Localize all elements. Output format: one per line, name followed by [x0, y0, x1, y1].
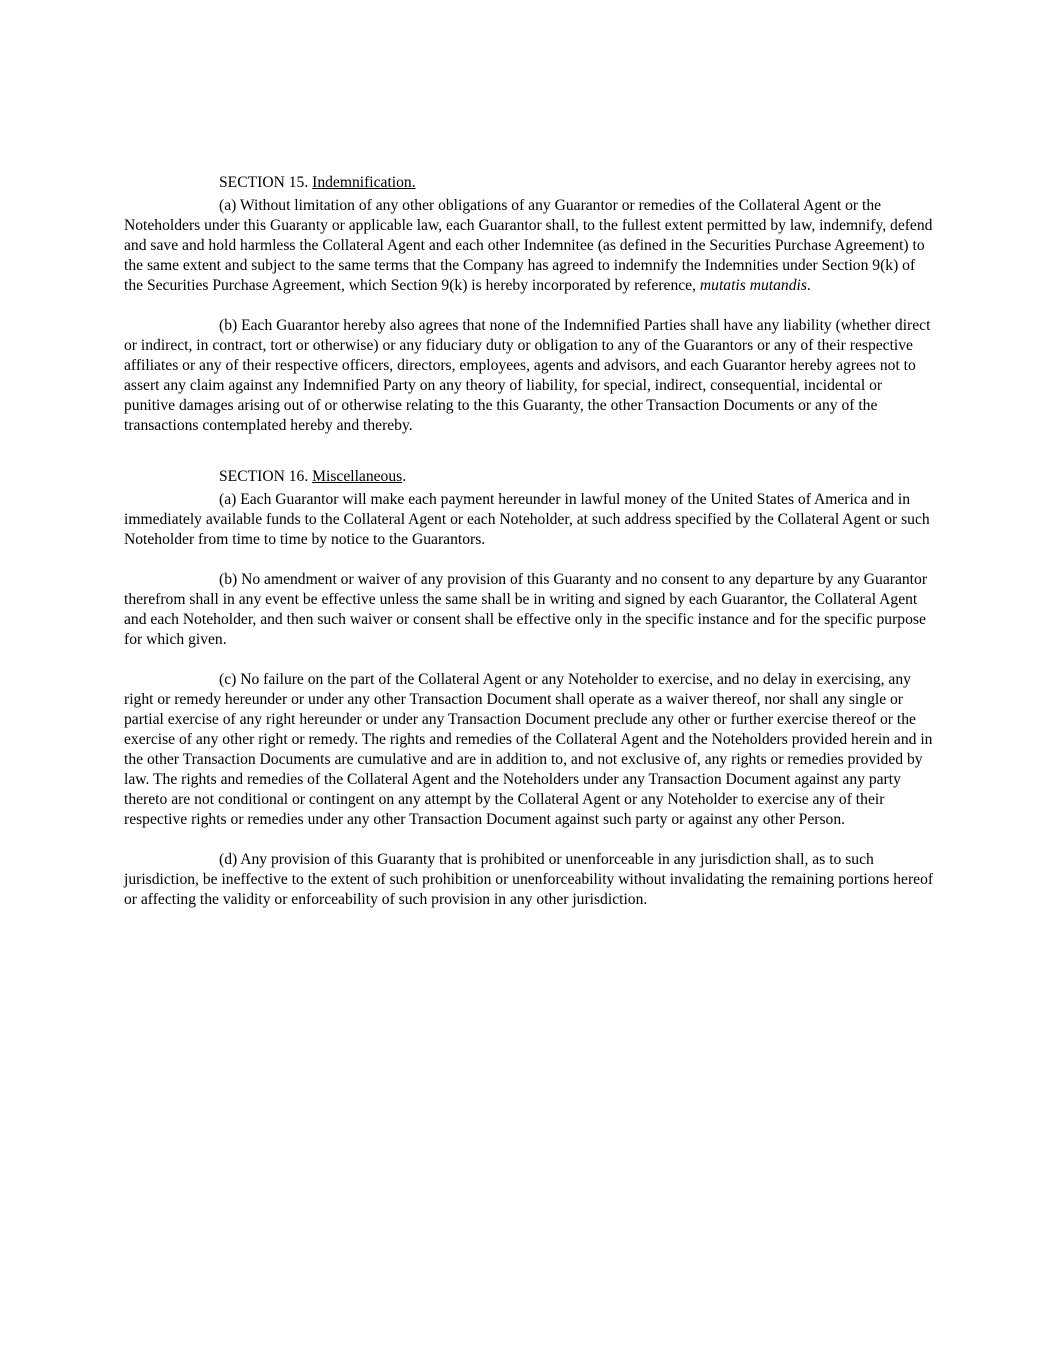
section-16-title-suffix: . [402, 468, 407, 485]
paragraph-tail: . [806, 277, 811, 294]
section-15-heading [124, 172, 936, 194]
section-15-paragraph-b: (b) Each Guarantor hereby also agrees that none of the Indemnified Parties shall have any liability (whether direct or indirect, in contract, tort or otherwise) or any fiduciary duty or obligation to any of the Guarantors or any of their respective affiliates or any of their respective officers, directors, employees, agents and advisors, and each Guarantor hereby agrees not to assert any claim against any Indemnified Party on any theory of liability, for special, indirect, consequential, incidental or punitive damages arising out of or otherwise relating to the this Guaranty, the other Transaction Documents or any of the transactions contemplated hereby and thereby. [124, 317, 931, 434]
section-15-paragraph-a [124, 196, 936, 296]
document-page [124, 172, 936, 930]
section-16-paragraph-a: (a) Each Guarantor will make each payment hereunder in lawful money of the United States of America and in immediately available funds to the Collateral Agent or each Noteholder, at such address specified by the Collateral Agent or such Noteholder from time to time by notice to the Guarantors. [124, 491, 930, 548]
section-16-heading [124, 466, 936, 488]
paragraph-text: (a) Without limitation of any other obligations of any Guarantor or remedies of the Collateral Agent or the Noteholders under this Guaranty or applicable law, each Guarantor shall, to the fullest extent permitted by law, indemnify, defend and save and hold harmless the Collateral Agent and each other Indemnitee (as defined in the Securities Purchase Agreement) to the same extent and subject to the same terms that the Company has agreed to indemnify the Indemnities under Section 9(k) of the Securities Purchase Agreement, which Section 9(k) is hereby incorporated by reference, [124, 197, 933, 294]
section-15-number: SECTION 15. [219, 174, 309, 191]
section-16-paragraph-b: (b) No amendment or waiver of any provision of this Guaranty and no consent to any departure by any Guarantor therefrom shall in any event be effective unless the same shall be in writing and signed by each Guarantor, the Collateral Agent and each Noteholder, and then such waiver or consent shall be effective only in the specific instance and for the specific purpose for which given. [124, 571, 928, 648]
paragraph-italic-term: mutatis mutandis [699, 277, 807, 294]
section-divider-space [124, 456, 936, 466]
section-15-title: Indemnification. [312, 174, 416, 191]
section-16-paragraph-c: (c) No failure on the part of the Collateral Agent or any Noteholder to exercise, and no delay in exercising, any right or remedy hereunder or under any other Transaction Document shall operate as a waiver thereof, nor shall any single or partial exercise of any right hereunder or under any Transaction Document preclude any other or further exercise thereof or the exercise of any other right or remedy. The rights and remedies of the Collateral Agent and the Noteholders provided herein and in the other Transaction Documents are cumulative and are in addition to, and not exclusive of, any rights or remedies provided by law. The rights and remedies of the Collateral Agent and the Noteholders under any Transaction Document against any party thereto are not conditional or contingent on any attempt by the Collateral Agent or any Noteholder to exercise any of their respective rights or remedies under any other Transaction Document against such party or against any other Person. [124, 671, 933, 828]
section-16-number: SECTION 16. [219, 468, 309, 485]
section-16-title: Miscellaneous [312, 468, 403, 485]
section-16-paragraph-d: (d) Any provision of this Guaranty that is prohibited or unenforceable in any jurisdiction shall, as to such jurisdiction, be ineffective to the extent of such prohibition or unenforceability without invalidating the remaining portions hereof or affecting the validity or enforceability of such provision in any other jurisdiction. [124, 851, 934, 908]
